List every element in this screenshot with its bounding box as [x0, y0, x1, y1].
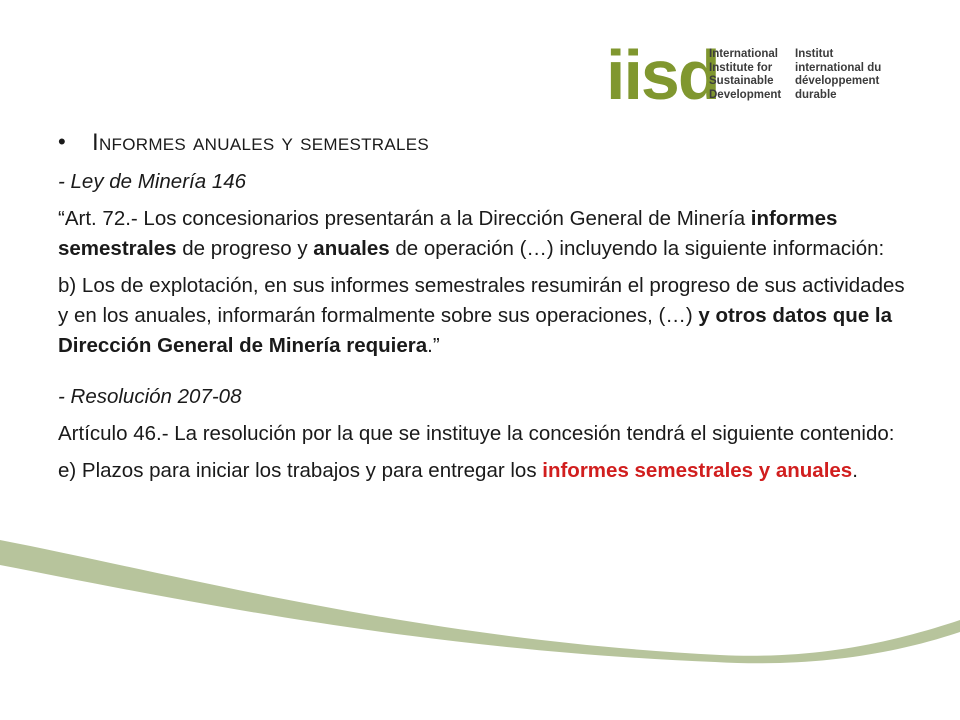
logo-fr-line: Institut [795, 48, 834, 60]
logo-english-name [709, 48, 781, 102]
logo-en-line: Development [709, 88, 782, 101]
law-source: - Ley de Minería 146 [58, 170, 247, 193]
item-text: b) Los de explotación, en sus informes semestrales resumirán el progreso de sus actividades y en los anuales, informarán formalmente sobre sus operaciones, (…) [58, 274, 905, 327]
article-46-item-e [58, 456, 908, 486]
bullet-icon: • [58, 129, 66, 154]
slide-content [58, 128, 908, 493]
logo-french-name [795, 48, 881, 102]
item-text: .” [427, 334, 440, 357]
quote-text: de operación (…) incluyendo la siguiente información: [389, 237, 885, 260]
logo-fr-line: développement [795, 75, 880, 87]
item-text: e) Plazos para iniciar los trabajos y para entregar los [58, 459, 543, 482]
resolution-source: - Resolución 207-08 [58, 385, 242, 408]
logo-mark: iisd [606, 36, 719, 114]
article-72-quote [58, 204, 908, 264]
item-text: . [852, 459, 858, 482]
heading-text: Informes anuales y semestrales [92, 129, 430, 156]
logo-en-line: Institute for [709, 61, 773, 74]
article-46: Artículo 46.- La resolución por la que se instituye la concesión tendrá el siguiente contenido: [58, 422, 895, 445]
item-highlight: informes semestrales y anuales [542, 459, 853, 482]
quote-text: de progreso y [176, 237, 314, 260]
logo-en-line: International [709, 48, 779, 60]
logo-en-line: Sustainable [709, 75, 774, 87]
logo-fr-line: international du [795, 61, 882, 74]
quote-text: “Art. 72.- Los concesionarios presentarán a la Dirección General de Minería [58, 207, 751, 230]
item-bold: y otros datos que la Dirección General de Minería requiera [58, 304, 893, 357]
slide-heading [58, 128, 908, 159]
article-72-item-b [58, 271, 908, 361]
quote-bold: anuales [313, 237, 390, 260]
quote-bold: informes semestrales [58, 207, 838, 260]
logo-fr-line: durable [795, 88, 837, 101]
